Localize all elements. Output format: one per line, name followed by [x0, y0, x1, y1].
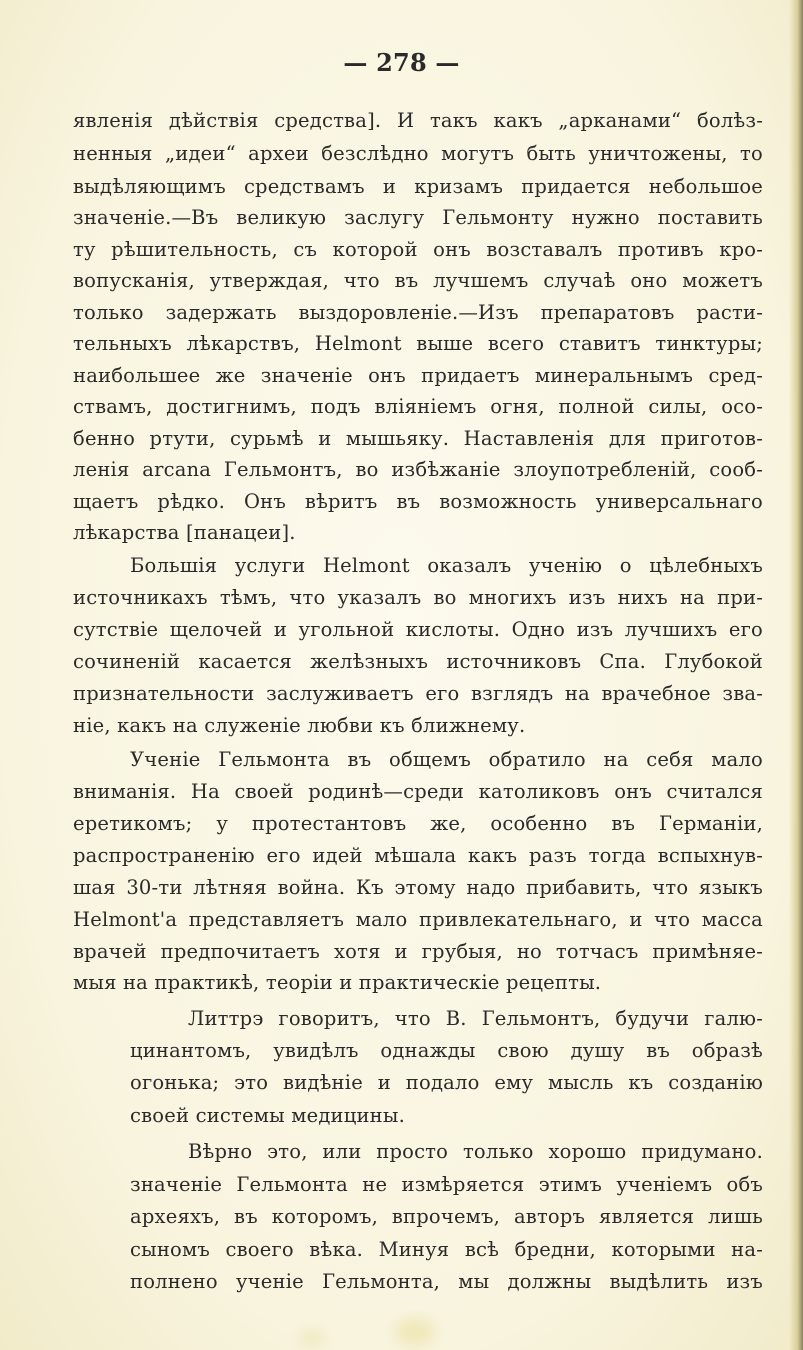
text-line: признательности заслуживаетъ его взглядъ на врачебное зва- — [73, 682, 763, 705]
text-line: Большія услуги Helmont оказалъ ученію о цѣлебныхъ — [130, 554, 763, 577]
text-line: шая 30-ти лѣтняя война. Къ этому надо прибавить, что языкъ — [73, 876, 763, 899]
text-line: тельныхъ лѣкарствъ, Helmont выше всего ставитъ тинктуры; — [73, 332, 763, 355]
text-line: сутствіе щелочей и угольной кислоты. Одно изъ лучшихъ его — [73, 618, 763, 641]
text-line: бенно ртути, сурьмѣ и мышьяку. Наставленія для приготов- — [73, 427, 763, 450]
text-line: ту рѣшительность, съ которой онъ возставалъ противъ кро- — [73, 238, 763, 261]
text-line: ненныя „идеи“ археи безслѣдно могутъ быть уничтожены, то — [73, 142, 763, 165]
text-line: сочиненій касается желѣзныхъ источниковъ Спа. Глубокой — [73, 650, 763, 673]
text-line: значеніе Гельмонта не измѣряется этимъ ученіемъ объ — [130, 1173, 763, 1196]
text-line: ніе, какъ на служеніе любви къ ближнему. — [73, 714, 526, 737]
text-line: ленія arcana Гельмонтъ, во избѣжаніе злоупотребленій, сооб- — [73, 458, 763, 481]
text-line: вниманія. На своей родинѣ—среди католиковъ онъ считался — [73, 780, 763, 803]
text-line: вопусканія, утверждая, что въ лучшемъ случаѣ оно можетъ — [73, 269, 763, 292]
text-line: врачей предпочитаетъ хотя и грубыя, но тотчасъ примѣняе- — [73, 940, 763, 963]
text-line: еретикомъ; у протестантовъ же, особенно въ Германіи, — [73, 812, 763, 835]
text-line: распространенію его идей мѣшала какъ разъ тогда вспыхнув- — [73, 844, 763, 867]
text-line: полнено ученіе Гельмонта, мы должны выдѣлить изъ — [130, 1270, 763, 1293]
text-line: своей системы медицины. — [130, 1104, 405, 1127]
paper-stain — [395, 1318, 435, 1346]
text-line: цинантомъ, увидѣлъ однажды свою душу въ образѣ — [130, 1039, 763, 1062]
page-edge-shadow — [789, 0, 803, 1350]
text-line: выдѣляющимъ средствамъ и кризамъ придается небольшое — [73, 175, 763, 198]
text-line: Вѣрно это, или просто только хорошо придумано. — [188, 1140, 763, 1163]
text-line: мыя на практикѣ, теоріи и практическіе рецепты. — [73, 971, 602, 994]
text-line: Helmont'а представляетъ мало привлекательнаго, и что масса — [73, 908, 763, 931]
text-line: сыномъ своего вѣка. Минуя всѣ бредни, которыми на- — [130, 1238, 763, 1261]
paper-stain — [300, 1330, 324, 1346]
text-line: источникахъ тѣмъ, что указалъ во многихъ изъ нихъ на при- — [73, 586, 763, 609]
text-line: щаетъ рѣдко. Онъ вѣритъ въ возможность универсальнаго — [73, 490, 763, 513]
text-line: значеніе.—Въ великую заслугу Гельмонту нужно поставить — [73, 206, 763, 229]
text-line: ствамъ, достигнимъ, подъ вліяніемъ огня, полной силы, осо- — [73, 395, 763, 418]
text-line: археяхъ, въ которомъ, впрочемъ, авторъ является лишь — [130, 1205, 763, 1228]
text-line: Литтрэ говоритъ, что В. Гельмонтъ, будучи галю- — [188, 1007, 763, 1030]
text-line: только задержать выздоровленіе.—Изъ препаратовъ расти- — [73, 301, 763, 324]
text-line: Ученіе Гельмонта въ общемъ обратило на себя мало — [130, 748, 763, 771]
text-line: огонька; это видѣніе и подало ему мысль къ созданію — [130, 1071, 763, 1094]
text-line: явленія дѣйствія средства]. И такъ какъ „арканами“ болѣз- — [73, 109, 763, 132]
page-number: — 278 — — [343, 48, 460, 77]
text-line: лѣкарства [панацеи]. — [73, 521, 296, 544]
text-line: наибольшее же значеніе онъ придаетъ минеральнымъ сред- — [73, 364, 763, 387]
